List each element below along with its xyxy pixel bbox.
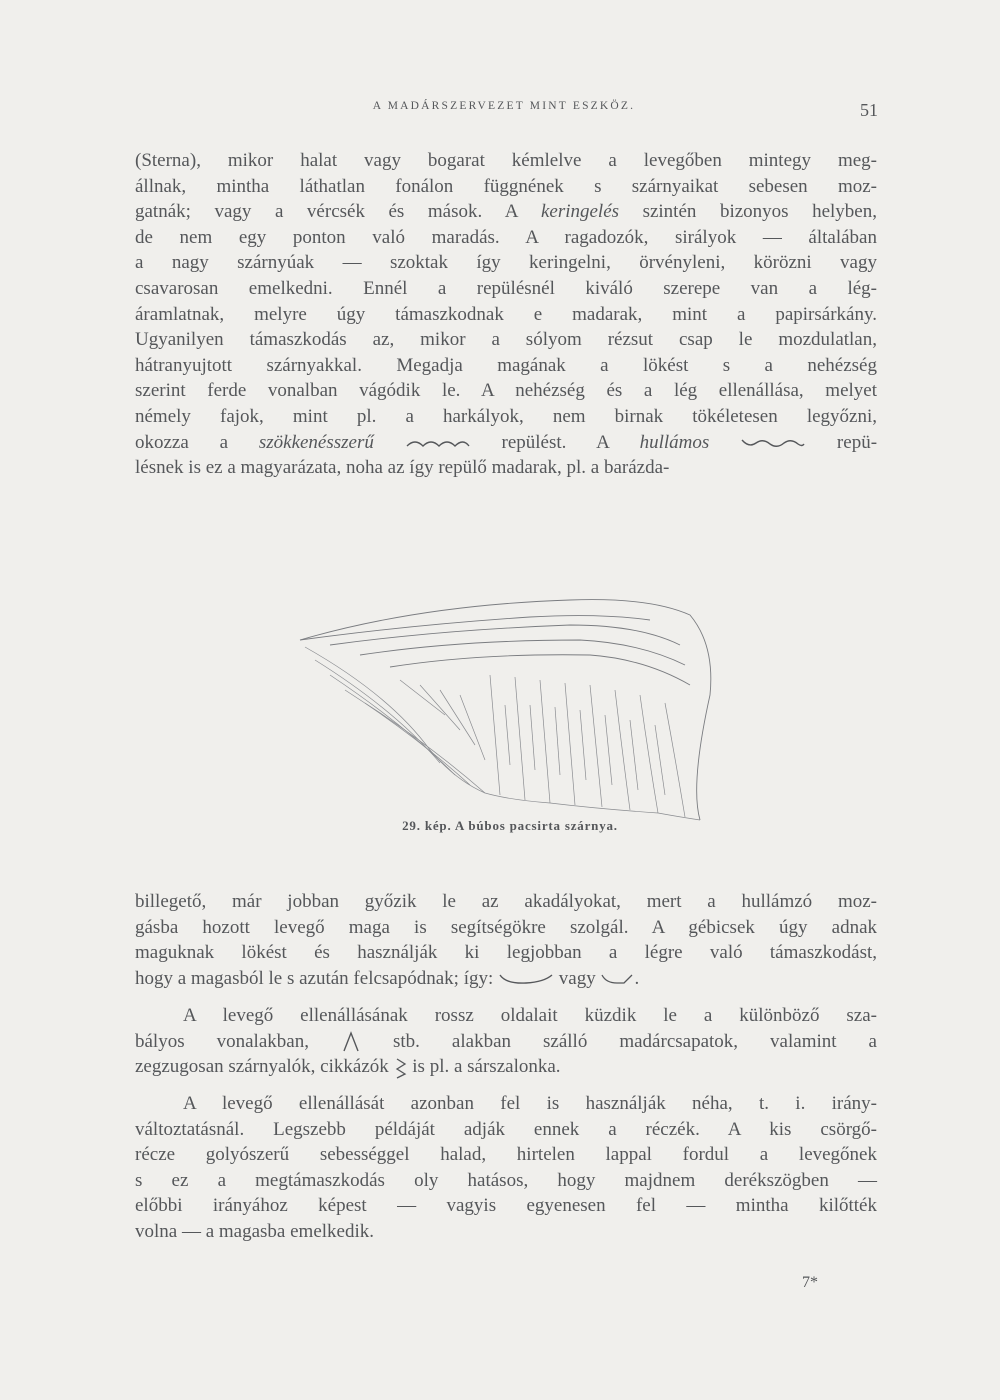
text-line: szerint ferde vonalban vágódik le. A nehézség és a lég ellenállása, melyet — [135, 380, 877, 402]
text-line — [135, 1029, 877, 1055]
text-line: csavarosan emelkedni. Ennél a repülésnél kiváló szerepe van a lég- — [135, 277, 877, 299]
text-line: hátranyujtott szárnyakkal. Megadja magának a lökést s a nehézség — [135, 354, 877, 376]
text-run: gatnák; vagy a vércsék és mások. A — [135, 201, 541, 223]
figure-caption: 29. kép. A búbos pacsirta szárnya. — [402, 818, 618, 833]
text-line — [135, 1054, 877, 1080]
text-line: változtatásnál. Legszebb példáját adják ennek a réczék. A kis csörgő- — [135, 1118, 877, 1140]
text-line — [135, 430, 877, 456]
text-line: A levegő ellenállását azonban fel is használják néha, t. i. irány- — [183, 1093, 877, 1114]
text-line: (Sterna), mikor halat vagy bogarat kémlelve a levegőben mintegy meg- — [135, 150, 877, 171]
text-line: áramlatnak, melyre úgy támaszkodnak e madarak, mint a papirsárkány. — [135, 303, 877, 325]
text-line: volna — a magasba emelkedik. — [135, 1220, 375, 1242]
text-line: Ugyanilyen támaszkodás az, mikor a sólyom rézsut csap le mozdulatlan, — [135, 329, 877, 351]
text-line: récze golyószerű sebességgel halad, hirtelen lappal fordul a levegőnek — [135, 1144, 877, 1166]
text-run: repülést. A — [470, 431, 640, 453]
text-run: hogy a magasból le s azután felcsapódnak; így: — [135, 967, 499, 989]
term-hullamos: hullámos — [639, 431, 710, 453]
paragraph-flight-types — [135, 148, 877, 481]
text-line: billegető, már jobban győzik le az akadályokat, mert a hullámzó moz- — [135, 891, 877, 912]
text-line — [135, 966, 877, 992]
term-szokkenesszeru: szökkenésszerű — [258, 431, 374, 453]
running-head: A MADÁRSZERVEZET MINT ESZKÖZ. — [372, 100, 636, 112]
text-run: zegzugosan szárnyalók, cikkázók — [135, 1056, 394, 1078]
signature-mark: 7* — [802, 1274, 818, 1291]
paragraph-flock-formations — [135, 1003, 877, 1080]
term-keringeles: keringelés — [540, 201, 620, 223]
text-line: gásba hozott levegő maga is segítségökre szolgál. A gébicsek úgy adnak — [135, 916, 877, 938]
text-run: . — [634, 967, 640, 989]
text-line: lésnek is ez a magyarázata, noha az így repülő madarak, pl. a barázda- — [135, 457, 670, 479]
text-run: stb. alakban szálló madárcsapatok, valamint a — [360, 1030, 877, 1052]
text-line: A levegő ellenállásának rossz oldalait küzdik le a különböző sza- — [183, 1005, 877, 1026]
text-line: de nem egy ponton való maradás. A ragadozók, sirályok — általában — [135, 226, 877, 248]
text-line: maguknak lökést és használják ki legjobban a légre való támaszkodást, — [135, 942, 877, 964]
text-run: bályos vonalakban, — [135, 1030, 341, 1052]
zigzag-glyph — [394, 1057, 408, 1079]
wing-illustration — [270, 585, 750, 825]
text-line: a nagy szárnyúak — szoktak így keringelni, örvényleni, körözni vagy — [135, 252, 877, 274]
v-formation-glyph — [341, 1031, 361, 1053]
text-line: állnak, mintha láthatlan fonálon függnének s szárnyaikat sebesen moz- — [135, 175, 877, 197]
swoop-small-glyph — [600, 972, 634, 986]
paragraph-shrikes — [135, 889, 877, 991]
text-line: előbbi irányához képest — vagyis egyenesen fel — mintha kilőtték — [135, 1195, 877, 1217]
swoop-glyph — [498, 972, 554, 986]
paragraph-ducks — [135, 1091, 877, 1245]
text-line: s ez a megtámaszkodás oly hatásos, hogy majdnem derékszögben — — [135, 1169, 877, 1191]
hopping-flight-glyph — [405, 436, 471, 450]
page-number: 51 — [860, 100, 878, 120]
text-run: vagy — [554, 967, 601, 989]
text-run: okozza a — [135, 431, 259, 453]
wave-flight-glyph — [740, 436, 806, 450]
text-run: repü- — [806, 431, 878, 453]
text-line — [135, 199, 877, 225]
text-run: szintén bizonyos helyben, — [619, 201, 877, 223]
text-run: is pl. a sárszalonka. — [407, 1056, 561, 1078]
text-line: némely fajok, mint pl. a harkályok, nem birnak tökéletesen legyőzni, — [135, 405, 877, 427]
